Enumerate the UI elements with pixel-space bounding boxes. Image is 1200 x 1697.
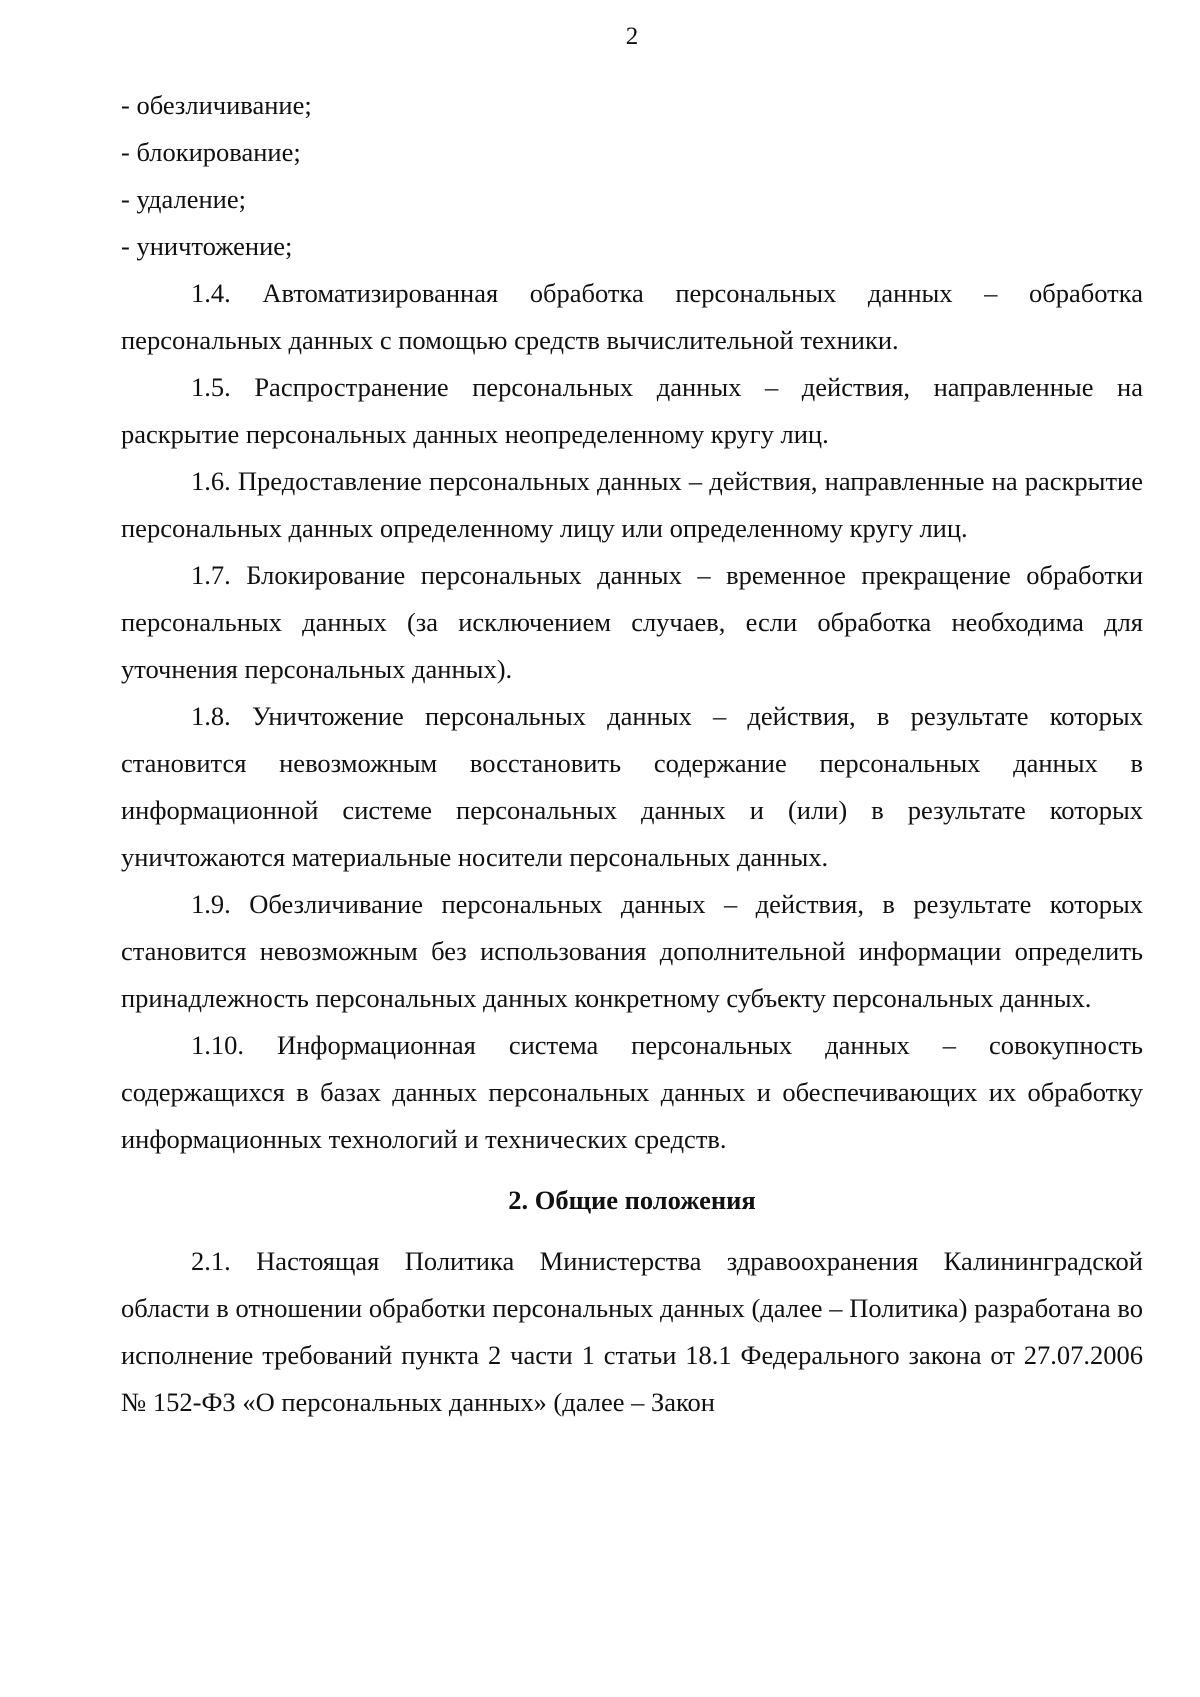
paragraph-1-4: 1.4. Автоматизированная обработка персональных данных – обработка персональных данных с помощью средств вычислительной техники. <box>121 278 1143 355</box>
section-heading: 2. Общие положения <box>508 1185 756 1215</box>
paragraph-2-1: 2.1. Настоящая Политика Министерства здравоохранения Калининградской области в отношении обработки персональных данных (далее – Политика) разработана во исполнение требований пункта 2 части 1 статьи 18.1 Федерального закона от 27.07.2006 № 152-ФЗ «О персональных данных» (далее – Закон <box>121 1246 1143 1417</box>
paragraph-1-6: 1.6. Предоставление персональных данных – действия, направленные на раскрытие персональных данных определенному лицу или определенному кругу лиц. <box>121 466 1143 543</box>
list-item: - обезличивание; <box>121 90 312 120</box>
paragraph-1-8: 1.8. Уничтожение персональных данных – действия, в результате которых становится невозможным восстановить содержание персональных данных в информационной системе персональных данных и (или) в результате которых уничтожаются материальные носители персональных данных. <box>121 701 1143 872</box>
paragraph-1-9: 1.9. Обезличивание персональных данных – действия, в результате которых становится невозможным без использования дополнительной информации определить принадлежность персональных данных конкретному субъекту персональных данных. <box>121 889 1143 1013</box>
document-body <box>121 82 1143 1426</box>
paragraph-1-5: 1.5. Распространение персональных данных – действия, направленные на раскрытие персональных данных неопределенному кругу лиц. <box>121 372 1143 449</box>
paragraph-1-10: 1.10. Информационная система персональных данных – совокупность содержащихся в базах данных персональных данных и обеспечивающих их обработку информационных технологий и технических средств. <box>121 1030 1143 1154</box>
list-item: - удаление; <box>121 184 246 214</box>
page-number: 2 <box>625 23 639 50</box>
list-item: - блокирование; <box>121 137 301 167</box>
paragraph-1-7: 1.7. Блокирование персональных данных – временное прекращение обработки персональных данных (за исключением случаев, если обработка необходима для уточнения персональных данных). <box>121 560 1143 684</box>
list-item: - уничтожение; <box>121 231 293 261</box>
